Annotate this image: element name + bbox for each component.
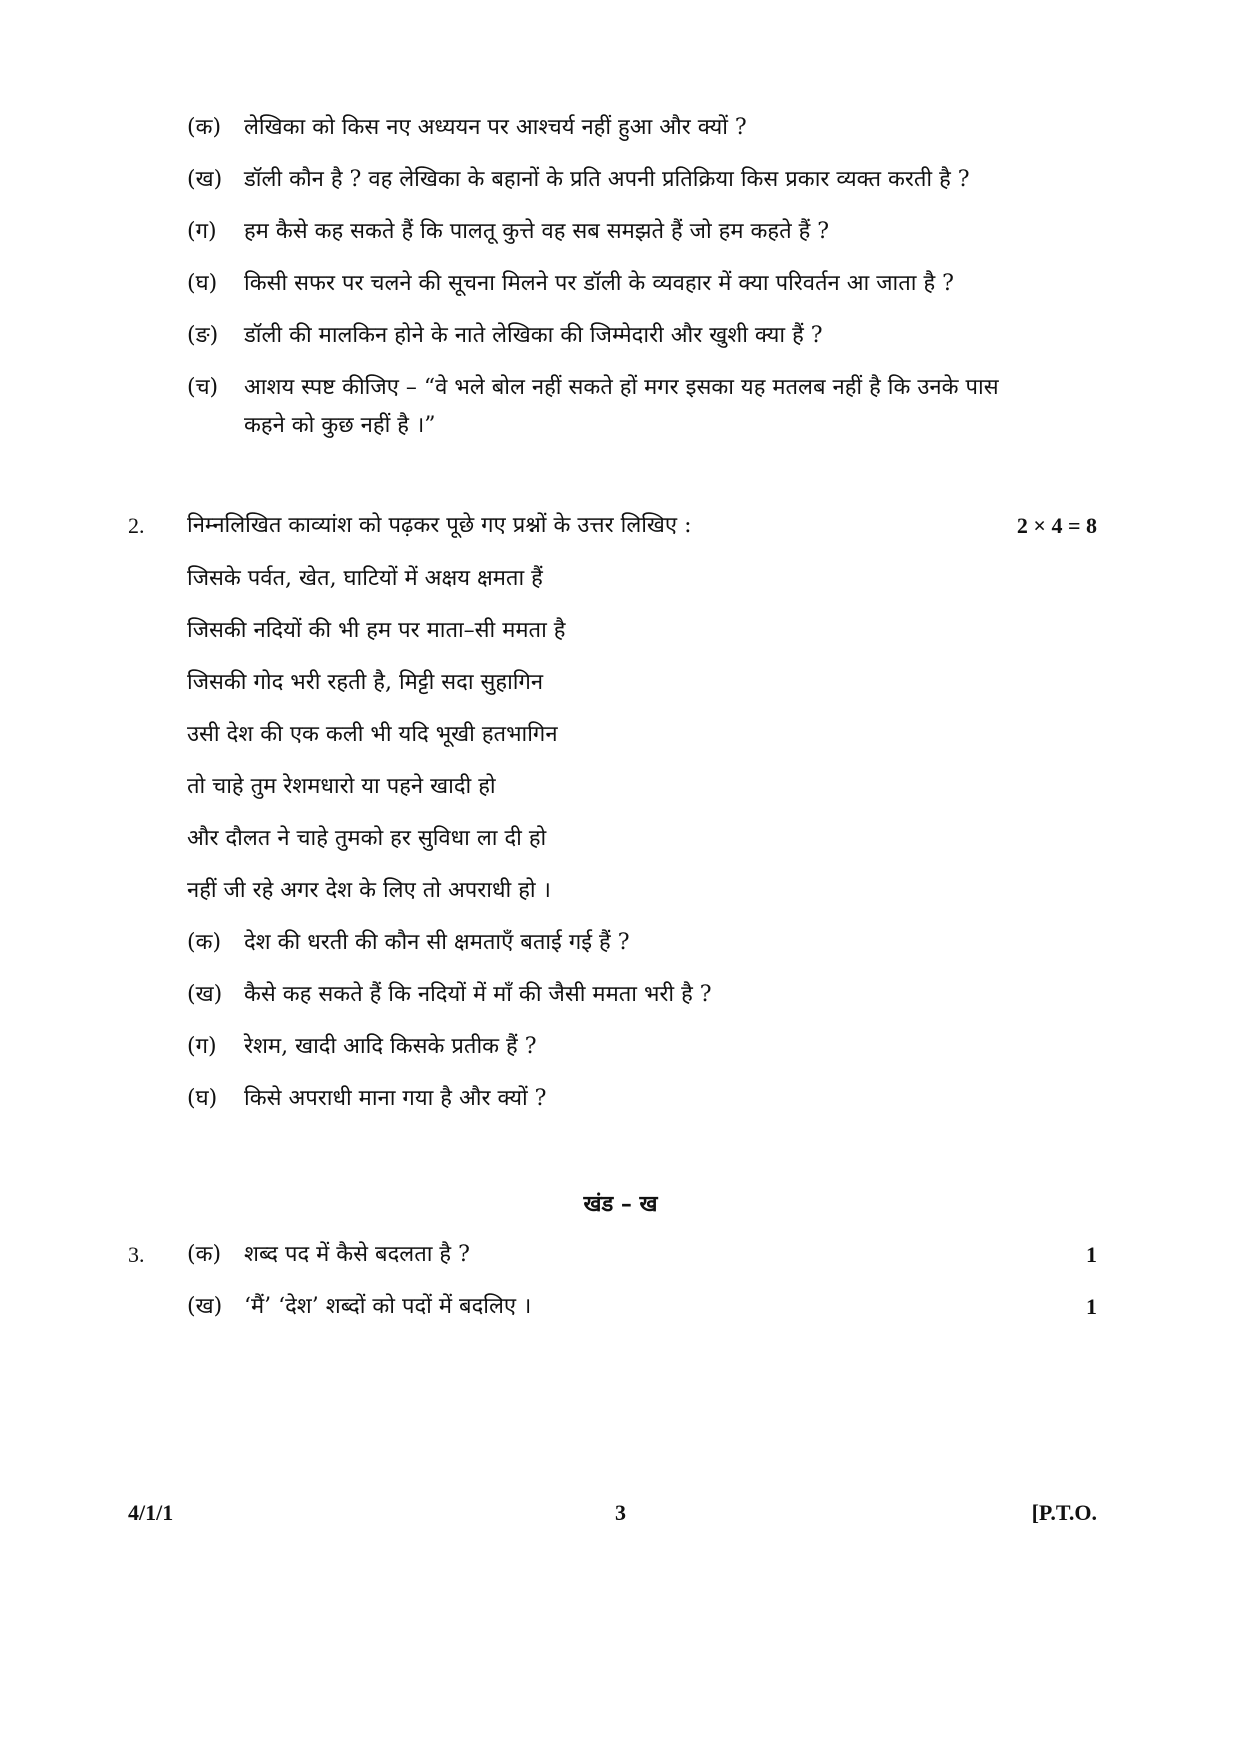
part-label: (क) — [187, 930, 222, 955]
part-text: लेखिका को किस नए अध्ययन पर आश्चर्य नहीं हुआ और क्यों ? — [244, 115, 747, 140]
poem-line: जिसकी गोद भरी रहती है, मिट्टी सदा सुहागिन — [187, 670, 544, 695]
section-heading: खंड – ख — [583, 1191, 658, 1217]
part-text: किसे अपराधी माना गया है और क्यों ? — [244, 1086, 547, 1111]
part-label: (घ) — [187, 1086, 218, 1111]
part-text: देश की धरती की कौन सी क्षमताएँ बताई गई हैं ? — [244, 930, 630, 955]
part-marks: 1 — [1086, 1242, 1097, 1267]
part-text: हम कैसे कह सकते हैं कि पालतू कुत्ते वह सब समझते हैं जो हम कहते हैं ? — [244, 219, 830, 244]
part-label: (च) — [187, 375, 219, 400]
part-label: (क) — [187, 115, 222, 140]
part-label: (ख) — [187, 167, 223, 192]
part-label: (क) — [187, 1242, 222, 1267]
page-number: 3 — [615, 1500, 626, 1525]
question-instruction: निम्नलिखित काव्यांश को पढ़कर पूछे गए प्रश्नों के उत्तर लिखिए : — [187, 513, 692, 538]
poem-line: जिसके पर्वत, खेत, घाटियों में अक्षय क्षमता हैं — [187, 566, 543, 591]
part-label: (ग) — [187, 1034, 217, 1059]
poem-line: उसी देश की एक कली भी यदि भूखी हतभागिन — [187, 722, 558, 747]
paper-code: 4/1/1 — [128, 1500, 174, 1525]
part-text: ‘मैं’ ‘देश’ शब्दों को पदों में बदलिए । — [244, 1294, 532, 1319]
poem-line: जिसकी नदियों की भी हम पर माता–सी ममता है — [187, 618, 566, 643]
poem-line: तो चाहे तुम रेशमधारो या पहने खादी हो — [187, 774, 496, 799]
question-marks: 2 × 4 = 8 — [1016, 513, 1097, 538]
part-text: आशय स्पष्ट कीजिए – “वे भले बोल नहीं सकते हों मगर इसका यह मतलब नहीं है कि उनके पास — [244, 375, 999, 400]
part-text: रेशम, खादी आदि किसके प्रतीक हैं ? — [244, 1034, 537, 1059]
poem-line: और दौलत ने चाहे तुमको हर सुविधा ला दी हो — [187, 826, 547, 851]
part-label: (ख) — [187, 1294, 223, 1319]
part-text: डॉली कौन है ? वह लेखिका के बहानों के प्रति अपनी प्रतिक्रिया किस प्रकार व्यक्त करती है ? — [244, 167, 970, 192]
question-number: 3. — [128, 1242, 145, 1267]
part-marks: 1 — [1086, 1294, 1097, 1319]
pto-label: [P.T.O. — [1031, 1500, 1097, 1525]
part-text: डॉली की मालकिन होने के नाते लेखिका की जिम्मेदारी और खुशी क्या हैं ? — [244, 323, 823, 348]
part-label: (ख) — [187, 982, 223, 1007]
part-label: (घ) — [187, 271, 218, 296]
part-label: (ङ) — [187, 323, 219, 348]
part-text: किसी सफर पर चलने की सूचना मिलने पर डॉली के व्यवहार में क्या परिवर्तन आ जाता है ? — [244, 271, 954, 296]
part-text-continued: कहने को कुछ नहीं है ।” — [244, 413, 436, 438]
poem-line: नहीं जी रहे अगर देश के लिए तो अपराधी हो । — [187, 878, 551, 903]
part-text: कैसे कह सकते हैं कि नदियों में माँ की जैसी ममता भरी है ? — [244, 982, 712, 1007]
question-number: 2. — [128, 513, 145, 538]
part-text: शब्द पद में कैसे बदलता है ? — [244, 1242, 470, 1267]
part-label: (ग) — [187, 219, 217, 244]
